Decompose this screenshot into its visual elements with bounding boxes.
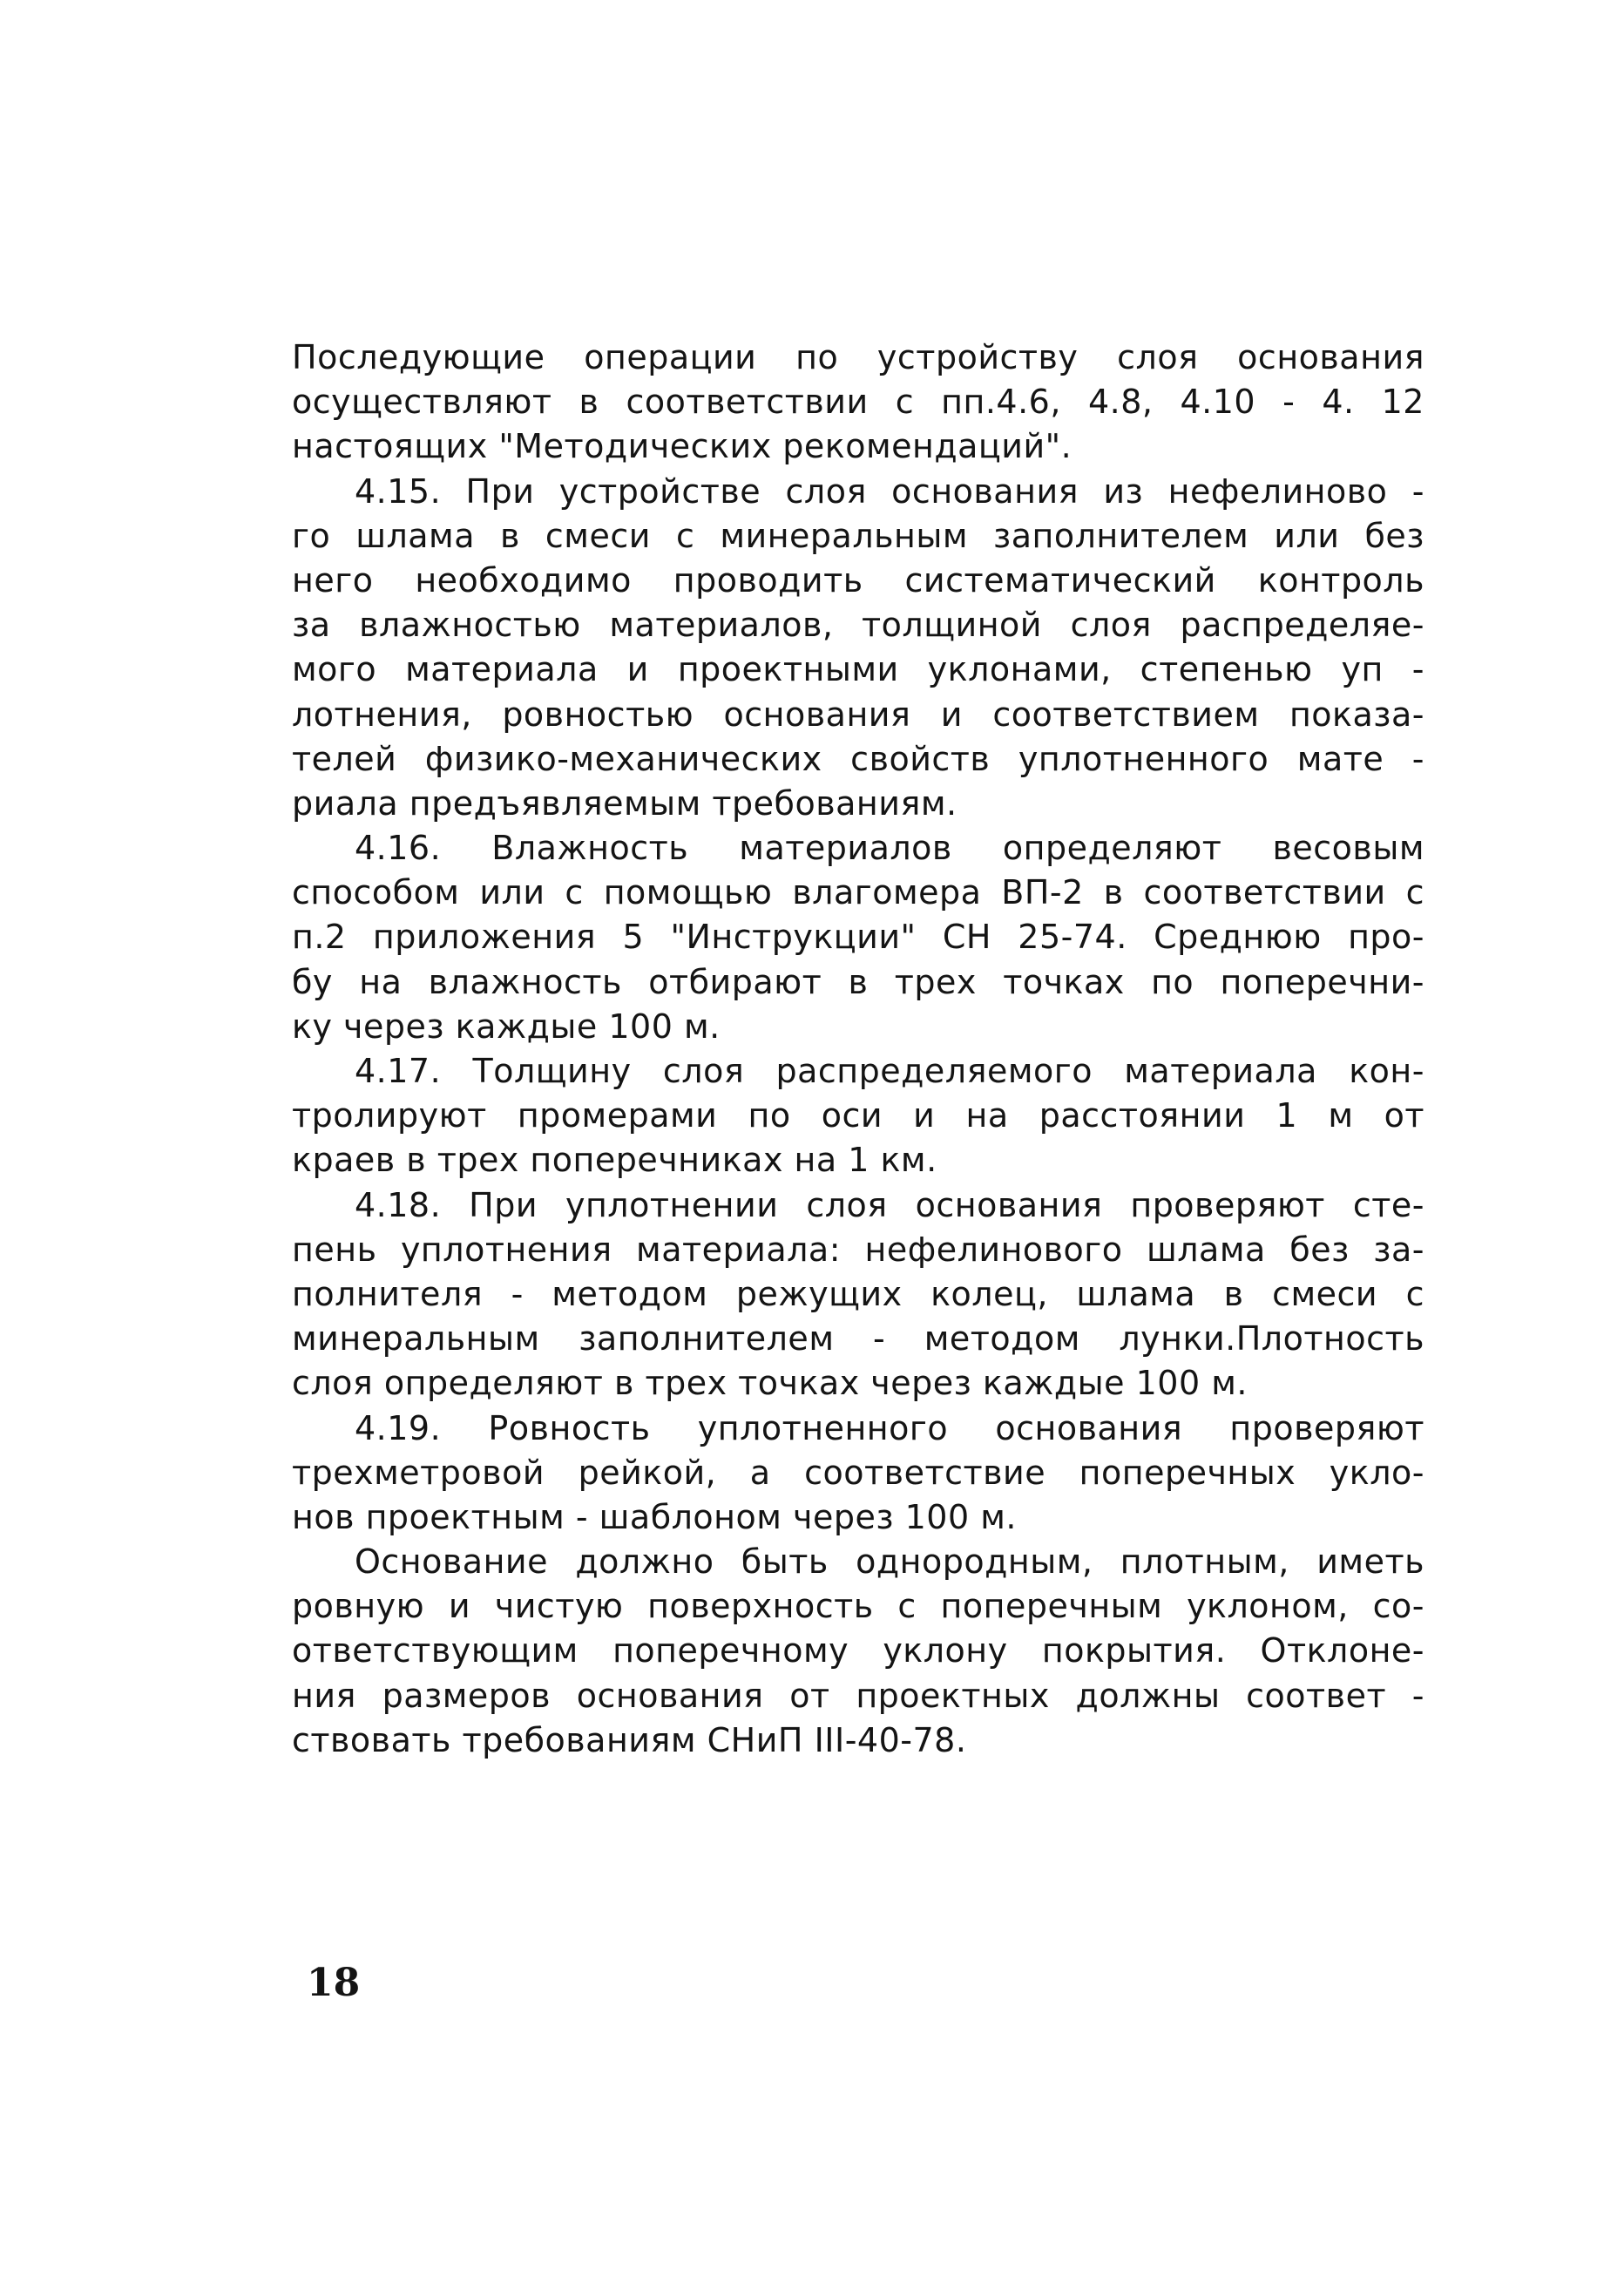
text-line: лотнения, ровностью основания и соответствием показа- [292, 695, 1424, 734]
text-line: за влажностью материалов, толщиной слоя распределяе- [292, 606, 1424, 645]
text-line: ровную и чистую поверхность с поперечным уклоном, со- [292, 1587, 1424, 1626]
text-line: тролируют промерами по оси и на расстоянии 1 м от [292, 1096, 1424, 1135]
text-line: ку через каждые 100 м. [292, 1006, 721, 1046]
text-line: 4.16. Влажность материалов определяют весовым [355, 829, 1424, 868]
text-line: 4.17. Толщину слоя распределяемого материала кон- [355, 1052, 1424, 1090]
text-line: краев в трех поперечниках на 1 км. [292, 1141, 937, 1180]
text-line: Основание должно быть однородным, плотным, иметь [355, 1542, 1424, 1582]
text-line: нов проектным - шаблоном через 100 м. [292, 1497, 1017, 1536]
text-line: п.2 приложения 5 "Инструкции" СН 25-74. Среднюю про- [292, 918, 1424, 957]
text-line: 4.15. При устройстве слоя основания из нефелиново - [355, 471, 1424, 511]
text-line: осуществляют в соответствии с пп.4.6, 4.8, 4.10 - 4. 12 [292, 383, 1424, 422]
text-line: полнителя - методом режущих колец, шлама в смеси с [292, 1274, 1424, 1313]
text-line: 4.19. Ровность уплотненного основания проверяют [355, 1408, 1424, 1447]
text-line: ния размеров основания от проектных должны соответ - [292, 1676, 1424, 1715]
text-line: слоя определяют в трех точках через каждые 100 м. [292, 1364, 1248, 1403]
text-line: ствовать требованиям СНиП III-40-78. [292, 1720, 967, 1759]
text-line: 4.18. При уплотнении слоя основания проверяют сте- [355, 1185, 1424, 1224]
text-line: Последующие операции по устройству слоя основания [292, 338, 1424, 376]
text-line: пень уплотнения материала: нефелинового шлама без за- [292, 1230, 1424, 1269]
body-text [292, 335, 1424, 1763]
text-line: риала предъявляемым требованиям. [292, 783, 957, 823]
text-line: бу на влажность отбирают в трех точках по поперечни- [292, 962, 1424, 1001]
text-line: ответствующим поперечному уклону покрытия. Отклоне- [292, 1631, 1424, 1671]
text-line: настоящих "Методических рекомендаций". [292, 427, 1073, 466]
text-line: него необходимо проводить систематический контроль [292, 560, 1424, 600]
text-line: телей физико-механических свойств уплотненного мате - [292, 739, 1424, 778]
text-line: трехметровой рейкой, а соответствие поперечных укло- [292, 1453, 1424, 1492]
text-line: способом или с помощью влагомера ВП-2 в соответствии с [292, 873, 1424, 912]
page-number: 18 [307, 1961, 361, 2005]
text-line: го шлама в смеси с минеральным заполнителем или без [292, 516, 1424, 555]
text-line: мого материала и проектными уклонами, степенью уп - [292, 650, 1424, 689]
text-line: минеральным заполнителем - методом лунки.Плотность [292, 1319, 1424, 1359]
